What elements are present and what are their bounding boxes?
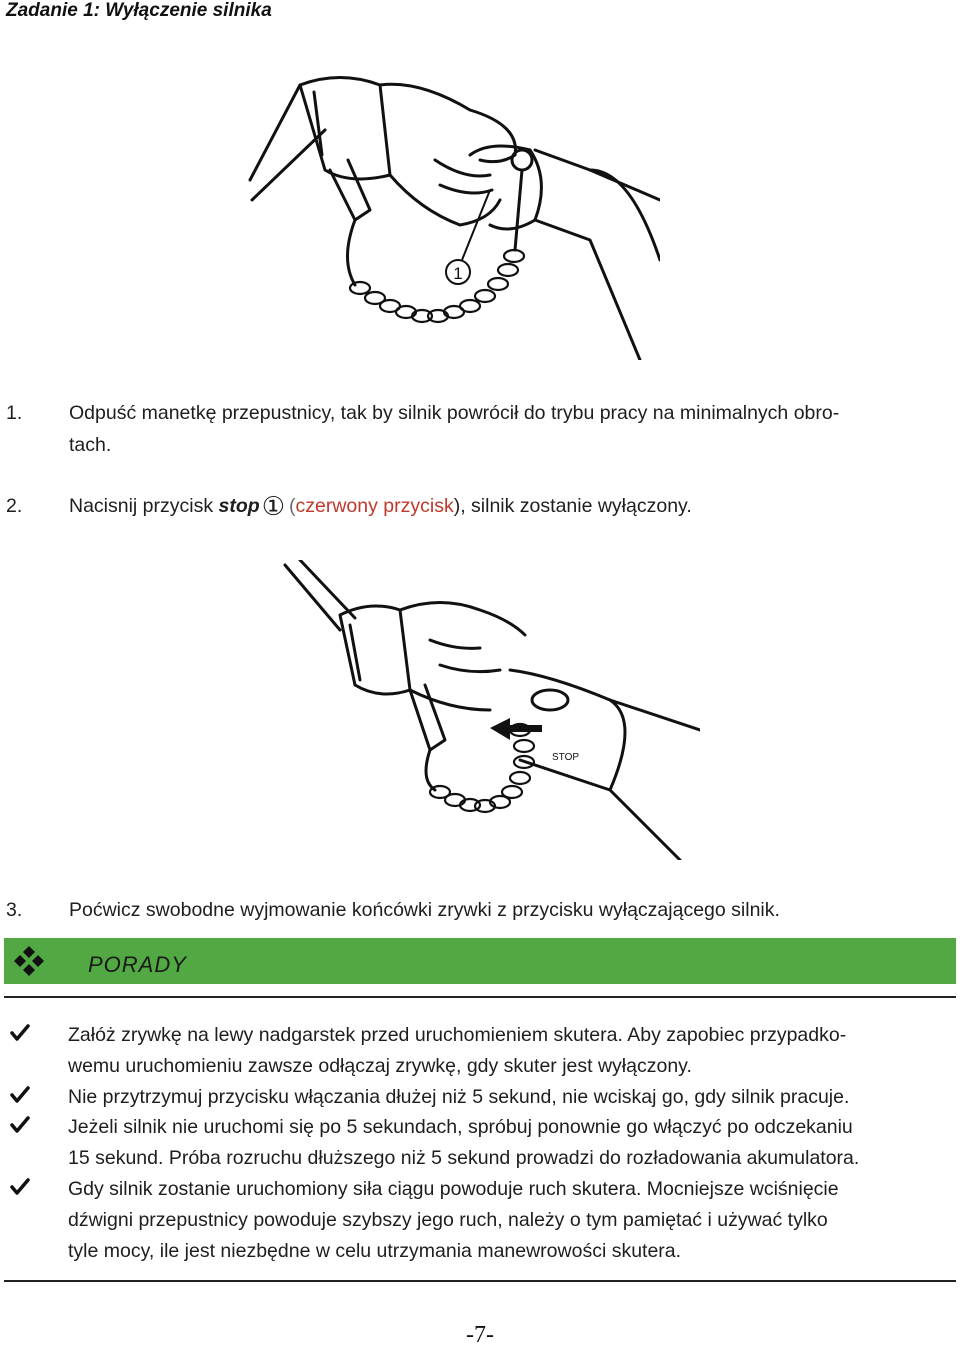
tip-text-line: Gdy silnik zostanie uruchomiony siła ciągu powoduje ruch skutera. Mocniejsze wciśnięcie (68, 1178, 839, 1200)
step-3 (6, 894, 936, 926)
svg-text:1: 1 (453, 264, 463, 283)
step-number: 1. (6, 402, 23, 424)
tip-text-line: dźwigni przepustnicy powoduje szybszy jego ruch, należy o tym pamiętać i używać tylko (68, 1209, 828, 1231)
stop-word: stop (218, 495, 260, 517)
checkmark-icon (10, 1115, 30, 1135)
step-number: 2. (6, 495, 23, 517)
page-number: -7- (466, 1322, 494, 1348)
step-text-line: tach. (69, 434, 112, 456)
callout-1-inline: ① (261, 492, 286, 522)
step-text-line: Odpuść manetkę przepustnicy, tak by silnik powrócił do trybu pracy na minimalnych obro- (69, 402, 840, 424)
checkmark-icon (10, 1177, 30, 1197)
page-title: Zadanie 1: Wyłączenie silnika (6, 0, 272, 21)
pull-arrow-icon (490, 718, 542, 740)
tip-text-line: Jeżeli silnik nie uruchomi się po 5 sekundach, spróbuj ponownie go włączyć po odczekaniu (68, 1116, 853, 1138)
tip-text-line: Załóż zrywkę na lewy nadgarstek przed uruchomieniem skutera. Aby zapobiec przypadko- (68, 1024, 847, 1046)
tip-text-line: 15 sekund. Próba rozruchu dłuższego niż 5 sekund prowadzi do rozładowania akumulatora. (68, 1147, 860, 1169)
tip-text-line: wemu uruchomieniu zawsze odłączaj zrywkę, gdy skuter jest wyłączony. (68, 1055, 692, 1077)
checkmark-icon (10, 1085, 30, 1105)
tip-text-line: tyle mocy, ile jest niezbędne w celu utrzymania manewrowości skutera. (68, 1240, 682, 1262)
step-2 (6, 490, 936, 523)
tip-item (0, 1020, 960, 1082)
divider (4, 996, 956, 998)
step-text: Nacisnij przycisk (69, 495, 219, 517)
stop-button-label: STOP (552, 752, 580, 763)
red-button-text: czerwony przycisk (295, 495, 454, 517)
tip-text-line: Nie przytrzymuj przycisku włączania dłużej niż 5 sekund, nie wciskaj go, gdy silnik pracuje. (68, 1086, 850, 1108)
step-1 (6, 397, 936, 461)
tip-item (0, 1174, 960, 1267)
tips-title: PORADY (88, 952, 187, 977)
checkmark-icon (10, 1023, 30, 1043)
step-text: Poćwicz swobodne wyjmowanie końcówki zrywki z przycisku wyłączającego silnik. (69, 899, 780, 921)
tip-item (0, 1112, 960, 1174)
paren: ( (289, 495, 296, 517)
callout-1 (446, 190, 490, 284)
diamond-bullet-icon (12, 944, 46, 976)
illustration-lanyard-removal (280, 560, 700, 860)
divider (4, 1280, 956, 1282)
step-text: ), silnik zostanie wyłączony. (453, 495, 692, 517)
illustration-lanyard-attached (230, 60, 660, 360)
step-number: 3. (6, 899, 23, 921)
tip-item (0, 1082, 960, 1113)
